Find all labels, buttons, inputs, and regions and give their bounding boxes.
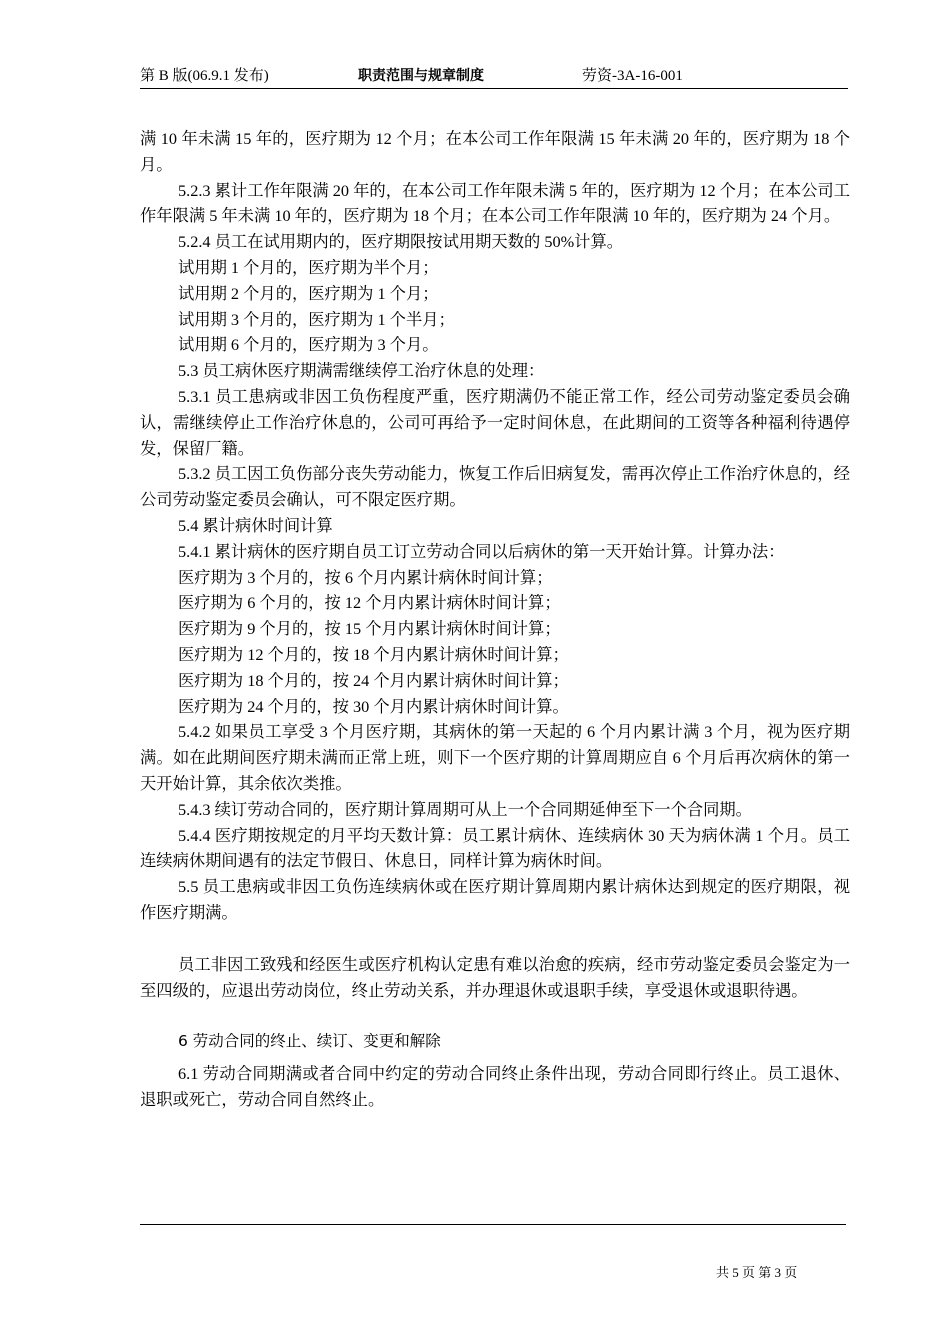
paragraph: 员工非因工致残和经医生或医疗机构认定患有难以治愈的疾病，经市劳动鉴定委员会鉴定为一至四级的，应退出劳动岗位，终止劳动关系，并办理退休或退职手续，享受退休或退职待遇。 <box>140 954 850 1000</box>
paragraph: 5.4.4 医疗期按规定的月平均天数计算：员工累计病休、连续病休 30 天为病休满 1 个月。员工连续病休期间遇有的法定节假日、休息日，同样计算为病休时间。 <box>140 825 850 871</box>
section-heading: 6 劳动合同的终止、续订、变更和解除 <box>178 1032 441 1051</box>
paragraph: 5.4 累计病休时间计算 <box>178 515 333 535</box>
version-label: 第 B 版(06.9.1 发布) <box>140 68 269 84</box>
spacer <box>140 1003 850 1029</box>
paragraph: 5.2.4 员工在试用期内的，医疗期限按试用期天数的 50%计算。 <box>178 232 624 252</box>
list-item: 医疗期为 18 个月的，按 24 个月内累计病休时间计算； <box>178 670 569 690</box>
document-code: 劳资-3A-16-001 <box>582 68 683 84</box>
list-item: 试用期 6 个月的，医疗期为 3 个月。 <box>178 335 439 355</box>
footer-divider <box>140 1224 846 1225</box>
paragraph: 5.4.1 累计病休的医疗期自员工订立劳动合同以后病休的第一天开始计算。计算办法： <box>178 541 785 561</box>
paragraph: 5.4.3 续订劳动合同的，医疗期计算周期可从上一个合同期延伸至下一个合同期。 <box>178 799 752 819</box>
spacer <box>140 926 850 952</box>
paragraph: 5.3 员工病休医疗期满需继续停工治疗休息的处理： <box>178 361 545 381</box>
paragraph: 5.4.2 如果员工享受 3 个月医疗期，其病休的第一天起的 6 个月内累计满 3 个月，视为医疗期满。如在此期间医疗期未满而正常上班，则下一个医疗期的计算周期应自 6 个月后再次病休的第一天开始计算，其余依次类推。 <box>140 722 850 793</box>
page-number: 共 5 页 第 3 页 <box>716 1265 798 1280</box>
paragraph: 5.2.3 累计工作年限满 20 年的，在本公司工作年限未满 5 年的，医疗期为 12 个月；在本公司工作年限满 5 年未满 10 年的，医疗期为 18 个月；在本公司工作年限满 10 年的，医疗期为 24 个月。 <box>140 180 850 226</box>
paragraph: 5.3.2 员工因工负伤部分丧失劳动能力，恢复工作后旧病复发，需再次停止工作治疗休息的，经公司劳动鉴定委员会确认，可不限定医疗期。 <box>140 464 850 510</box>
list-item: 医疗期为 9 个月的，按 15 个月内累计病休时间计算； <box>178 619 561 639</box>
list-item: 试用期 2 个月的，医疗期为 1 个月； <box>178 283 439 303</box>
paragraph: 5.5 员工患病或非因工负伤连续病休或在医疗期计算周期内累计病休达到规定的医疗期限，视作医疗期满。 <box>140 877 850 922</box>
list-item: 医疗期为 3 个月的，按 6 个月内累计病休时间计算； <box>178 567 553 587</box>
list-item: 医疗期为 6 个月的，按 12 个月内累计病休时间计算； <box>178 593 561 613</box>
document-body <box>140 126 850 1113</box>
list-item: 试用期 1 个月的，医疗期为半个月； <box>178 257 439 277</box>
page-header <box>140 64 848 89</box>
document-title: 职责范围与规章制度 <box>358 68 484 84</box>
list-item: 医疗期为 12 个月的，按 18 个月内累计病休时间计算； <box>178 644 569 664</box>
list-item: 医疗期为 24 个月的，按 30 个月内累计病休时间计算。 <box>178 696 569 716</box>
paragraph: 5.3.1 员工患病或非因工负伤程度严重，医疗期满仍不能正常工作，经公司劳动鉴定委员会确认，需继续停止工作治疗休息的，公司可再给予一定时间休息，在此期间的工资等各种福利待遇停发，保留厂籍。 <box>140 386 850 458</box>
paragraph: 满 10 年未满 15 年的，医疗期为 12 个月；在本公司工作年限满 15 年未满 20 年的，医疗期为 18 个月。 <box>140 129 850 174</box>
paragraph: 6.1 劳动合同期满或者合同中约定的劳动合同终止条件出现，劳动合同即行终止。员工退休、退职或死亡，劳动合同自然终止。 <box>140 1064 850 1109</box>
list-item: 试用期 3 个月的，医疗期为 1 个半月； <box>178 309 455 329</box>
